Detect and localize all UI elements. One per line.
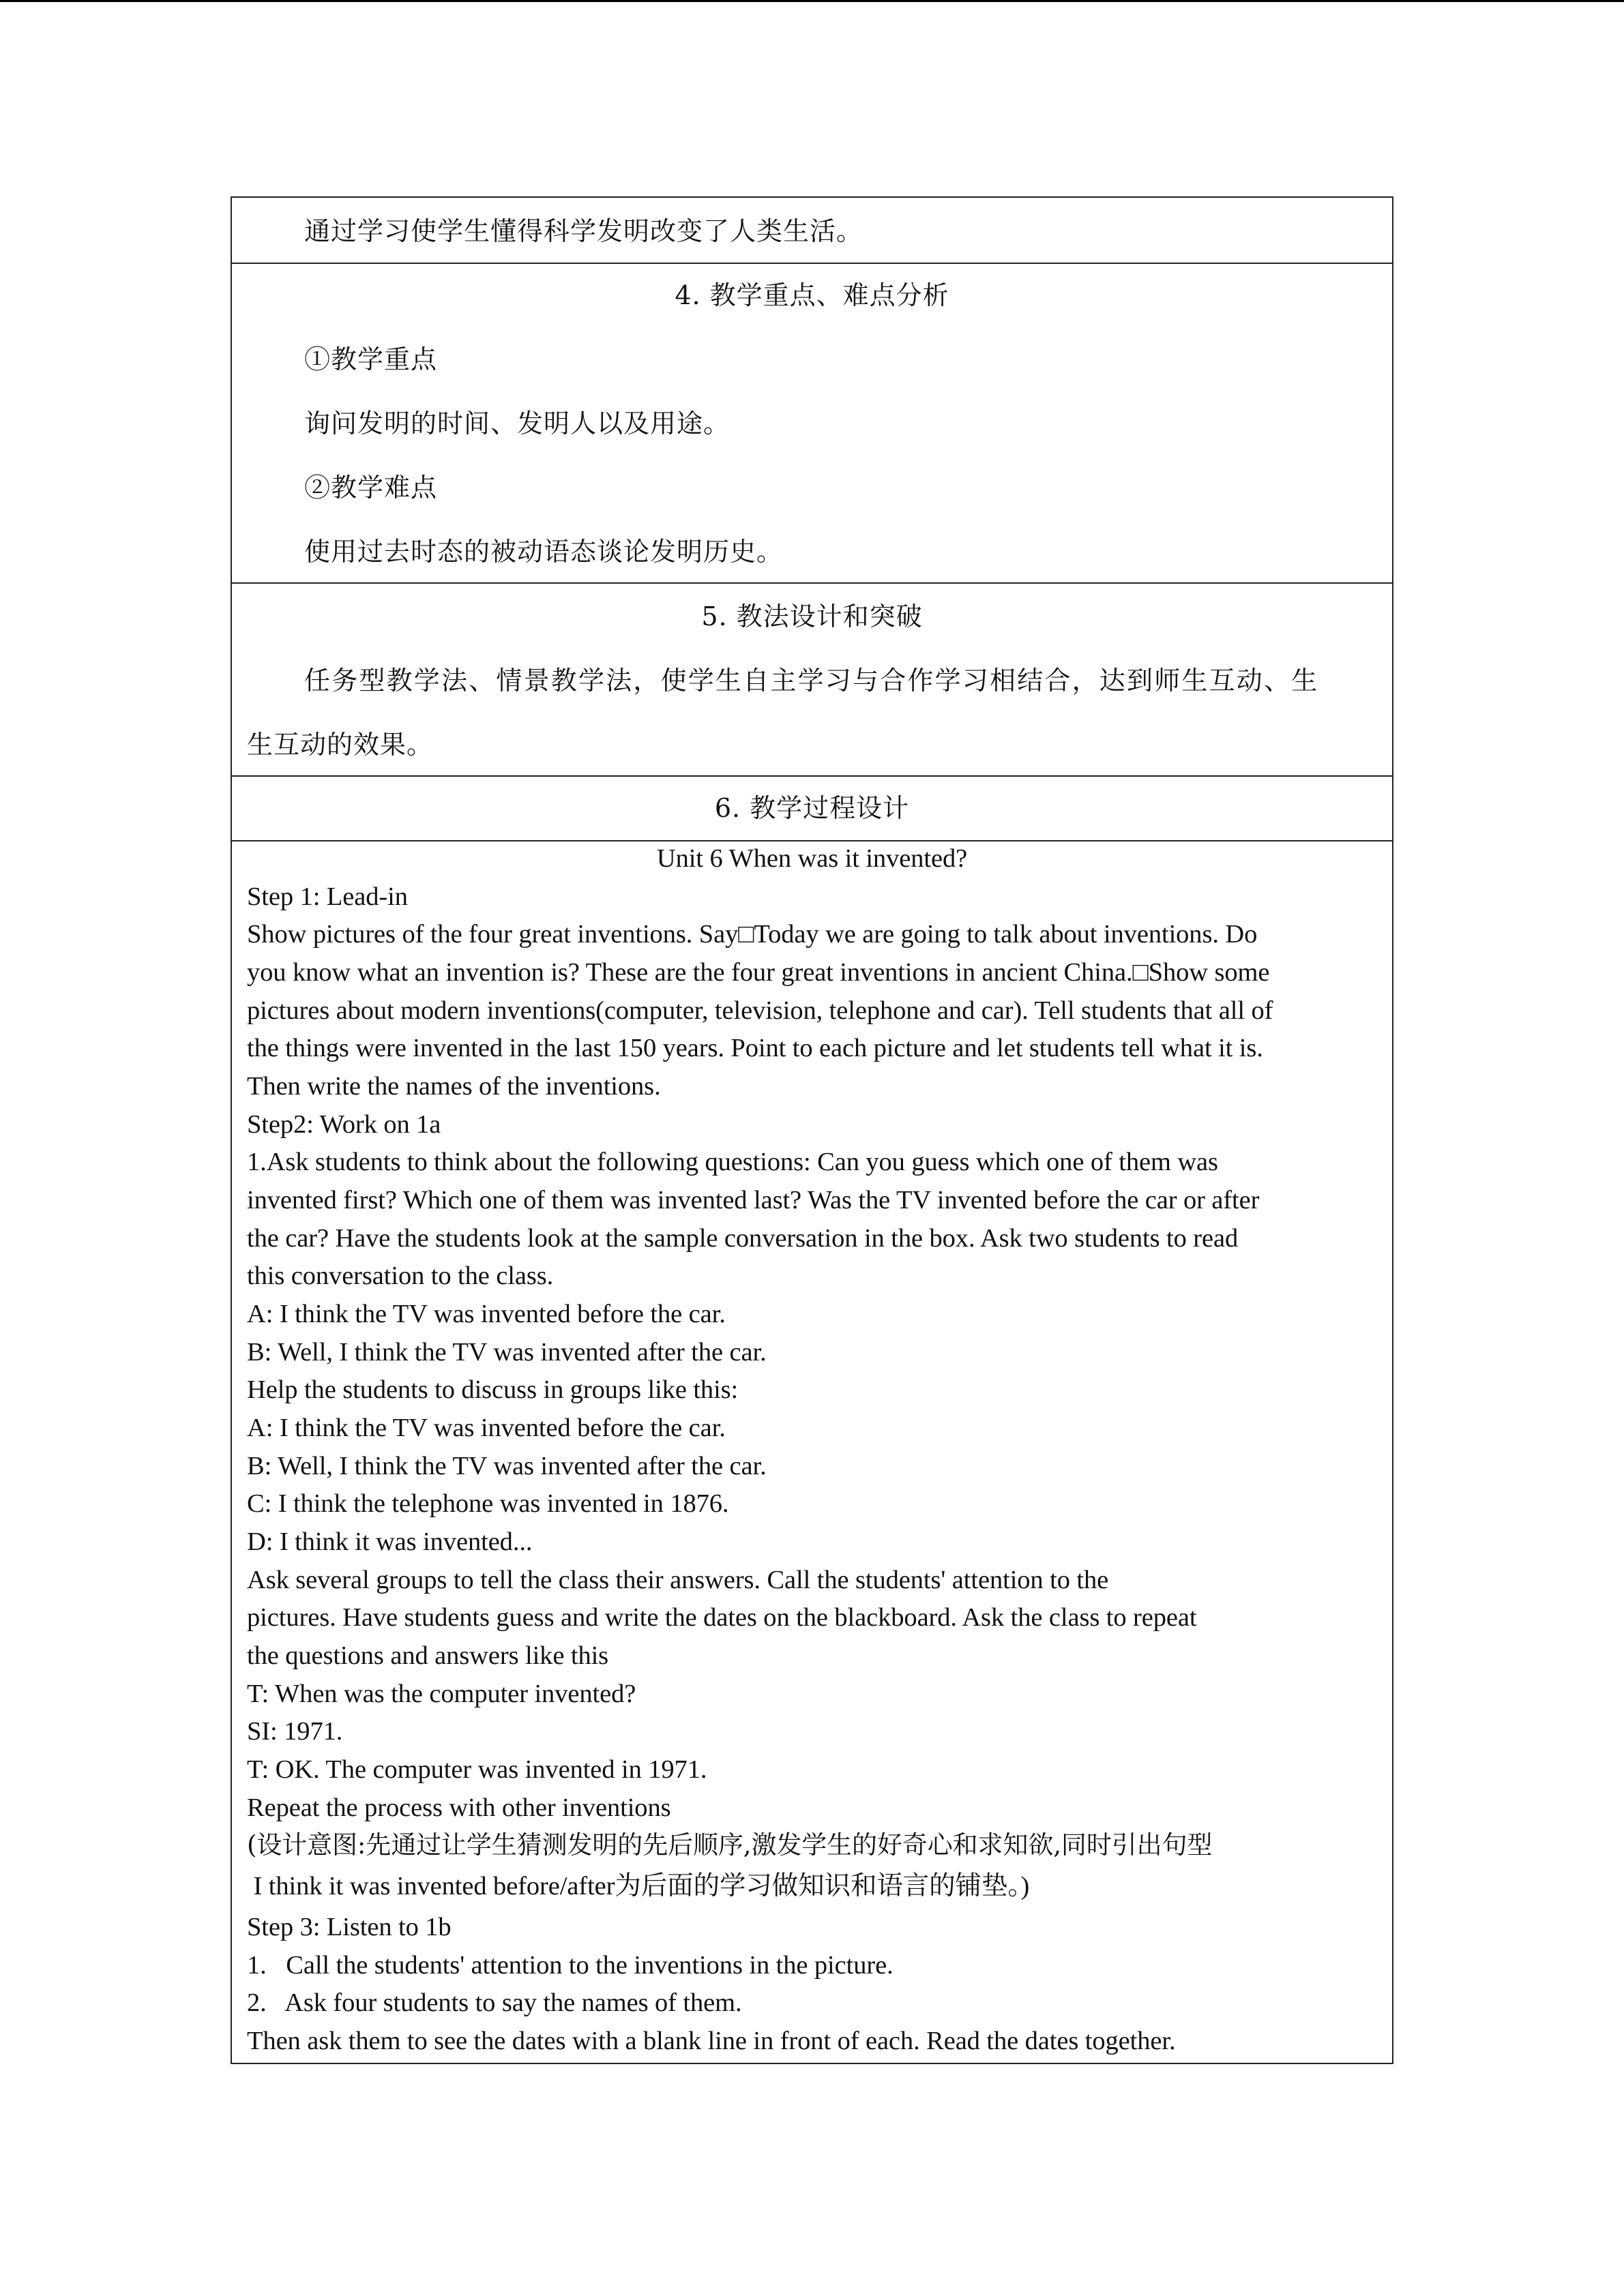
process-line: Repeat the process with other inventions bbox=[247, 1793, 671, 1822]
row-divider bbox=[232, 840, 1392, 841]
page-top-border bbox=[0, 0, 1624, 2]
process-line: D: I think it was invented... bbox=[247, 1527, 533, 1556]
unit-title: Unit 6 When was it invented? bbox=[656, 844, 968, 873]
row-divider bbox=[232, 775, 1392, 777]
process-line: A: I think the TV was invented before the car. bbox=[247, 1300, 726, 1328]
process-line: 1. Call the students' attention to the inventions in the picture. bbox=[247, 1951, 894, 1980]
process-line: Help the students to discuss in groups like this: bbox=[247, 1375, 739, 1404]
process-line: you know what an invention is? These are the four great inventions in ancient China.□Show some bbox=[247, 958, 1270, 987]
process-line: T: When was the computer invented? bbox=[247, 1680, 636, 1708]
process-line: SI: 1971. bbox=[247, 1717, 343, 1746]
process-line: the things were invented in the last 150 years. Point to each picture and let students tell what it is. bbox=[247, 1034, 1263, 1062]
process-line: B: Well, I think the TV was invented after the car. bbox=[247, 1338, 767, 1367]
row-divider bbox=[232, 263, 1392, 264]
method-text-line-2: 生互动的效果。 bbox=[247, 730, 434, 760]
key-points-heading: 4. 教学重点、难点分析 bbox=[675, 280, 949, 310]
process-line: the questions and answers like this bbox=[247, 1641, 609, 1670]
process-line: C: I think the telephone was invented in 1876. bbox=[247, 1489, 729, 1518]
process-line: this conversation to the class. bbox=[247, 1262, 554, 1290]
difficulty-label: ②教学难点 bbox=[304, 473, 438, 503]
process-line: 2. Ask four students to say the names of them. bbox=[247, 1988, 742, 2017]
process-line: Ask several groups to tell the class their answers. Call the students' attention to the bbox=[247, 1566, 1109, 1594]
key-point-text: 询问发明的时间、发明人以及用途。 bbox=[304, 408, 730, 438]
method-text-line-1: 任务型教学法、情景教学法，使学生自主学习与合作学习相结合，达到师生互动、生 bbox=[304, 666, 1319, 696]
objective-text: 通过学习使学生懂得科学发明改变了人类生活。 bbox=[304, 216, 863, 246]
process-line: Step 1: Lead-in bbox=[247, 882, 408, 911]
process-line: T: OK. The computer was invented in 1971. bbox=[247, 1755, 707, 1784]
process-line: pictures about modern inventions(computer, television, telephone and car). Tell students that all of bbox=[247, 996, 1273, 1025]
process-line: Then write the names of the inventions. bbox=[247, 1072, 661, 1101]
process-line: pictures. Have students guess and write the dates on the blackboard. Ask the class to repeat bbox=[247, 1603, 1197, 1632]
design-intent-line-2: I think it was invented before/after为后面的学习做知识和语言的铺垫。) bbox=[247, 1872, 1030, 1900]
process-line: Show pictures of the four great inventions. Say□Today we are going to talk about inventions. Do bbox=[247, 920, 1258, 949]
process-line: 1.Ask students to think about the following questions: Can you guess which one of them was bbox=[247, 1148, 1218, 1176]
process-line: B: Well, I think the TV was invented after the car. bbox=[247, 1452, 767, 1480]
process-line: the car? Have the students look at the sample conversation in the box. Ask two students to read bbox=[247, 1224, 1239, 1253]
process-line: A: I think the TV was invented before the car. bbox=[247, 1414, 726, 1442]
lesson-plan-table bbox=[231, 196, 1393, 2064]
row-divider bbox=[232, 582, 1392, 584]
process-line: Step2: Work on 1a bbox=[247, 1110, 441, 1139]
process-line: Then ask them to see the dates with a blank line in front of each. Read the dates together. bbox=[247, 2027, 1176, 2055]
method-heading: 5. 教法设计和突破 bbox=[701, 601, 923, 631]
design-intent-line-1: (设计意图:先通过让学生猜测发明的先后顺序,激发学生的好奇心和求知欲,同时引出句型 bbox=[247, 1830, 1213, 1860]
process-line: Step 3: Listen to 1b bbox=[247, 1913, 452, 1941]
process-line: invented first? Which one of them was invented last? Was the TV invented before the car or after bbox=[247, 1186, 1260, 1214]
key-point-label: ①教学重点 bbox=[304, 344, 438, 374]
difficulty-text: 使用过去时态的被动语态谈论发明历史。 bbox=[304, 537, 784, 567]
process-heading: 6. 教学过程设计 bbox=[714, 793, 910, 823]
